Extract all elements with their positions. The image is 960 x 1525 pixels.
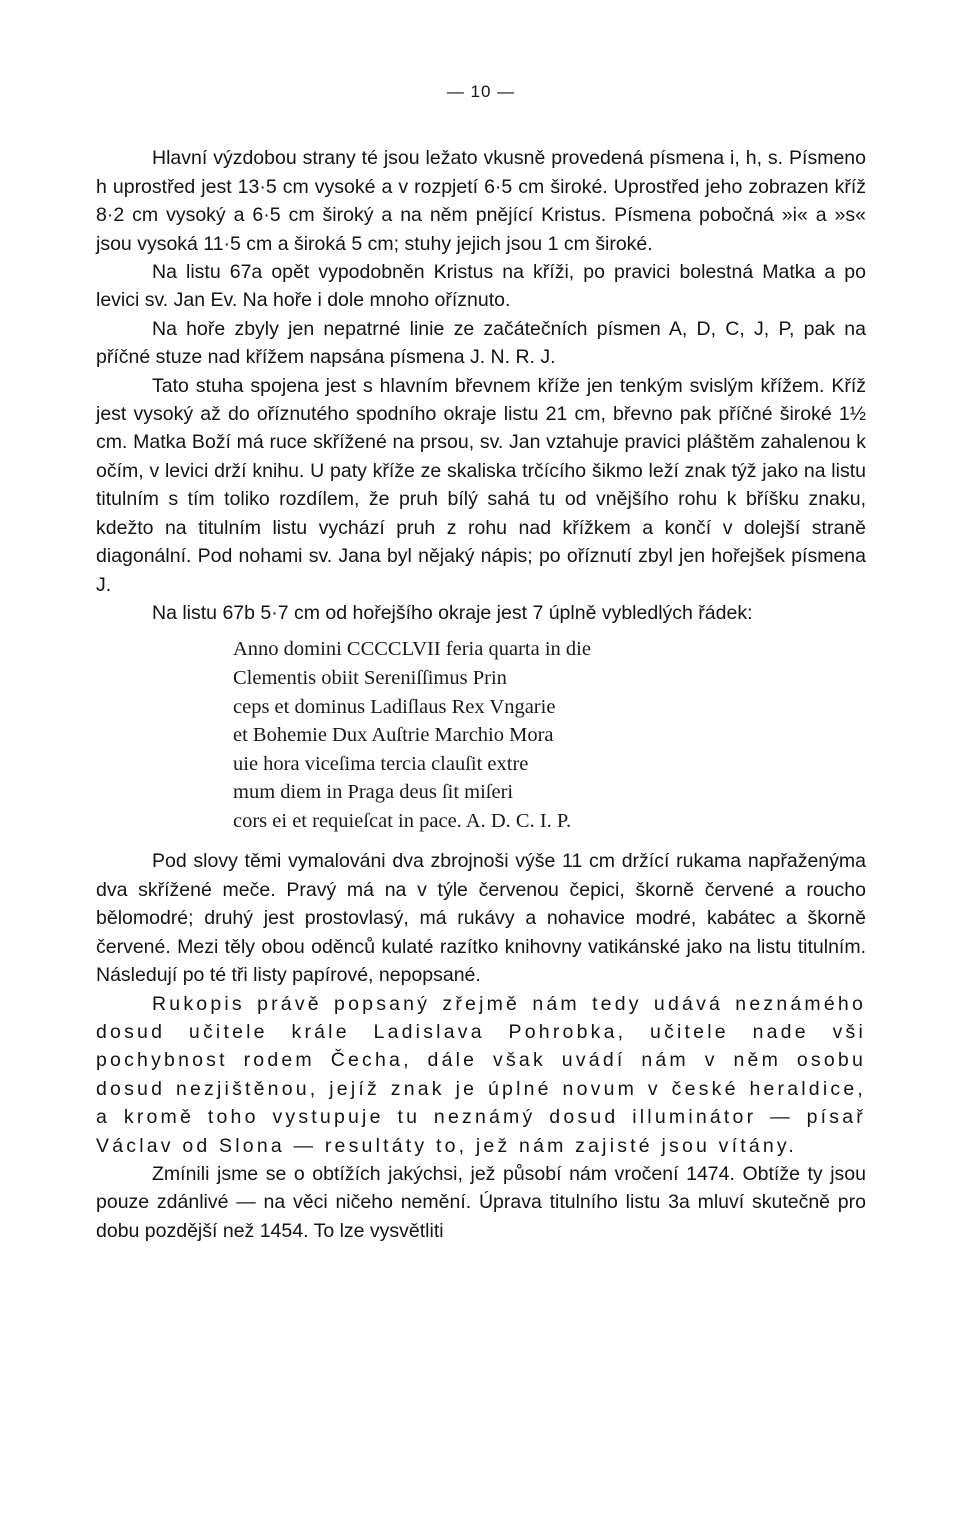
inscription-line: ceps et dominus Ladiſlaus Rex Vngarie (233, 695, 556, 718)
paragraph-4: Tato stuha spojena jest s hlavním břevnem kříže jen tenkým svislým křížem. Kříž jest vysoký až do oříznutého spodního okraje listu 21 cm, břevno pak příčné široké 1½ cm. Matka Boží má ruce skřížené na prsou, sv. Jan vztahuje pravici pláštěm zahalenou k očím, v levici drží knihu. U paty kříže ze skaliska trčícího šikmo leží znak týž jako na listu titulním s tím toliko rozdílem, že pruh bílý sahá tu od vnějšího rohu k bříšku znaku, kdežto na titulním listu vychází pruh z rohu nad křížkem a končí v dolejší straně diagonální. Pod nohami sv. Jana byl nějaký nápis; po oříznutí zbyl jen hořejšek písmena J. (96, 374, 866, 596)
paragraph-8: Zmínili jsme se o obtížích jakýchsi, jež působí nám vročení 1474. Obtíže ty jsou pouze zdánlivé — na věci ničeho nemění. Úprava titulního listu 3a mluví skutečně pro dobu pozdější než 1454. To lze vysvětliti (96, 1162, 866, 1242)
page-number: — 10 — (446, 82, 516, 101)
paragraph-1: Hlavní výzdobou strany té jsou ležato vkusně provedená písmena i, h, s. Písmeno h uprostřed jest 13·5 cm vysoké a v rozpjetí 6·5 cm široké. Uprostřed jeho zobrazen kříž 8·2 cm vysoký a 6·5 cm široký a na něm pnějící Kristus. Písmena pobočná »i« a »s« jsou vysoká 11·5 cm a široká 5 cm; stuhy jejich jsou 1 cm široké. (96, 147, 866, 255)
paragraph-6: Pod slovy těmi vymalováni dva zbrojnoši výše 11 cm držící rukama napřaženýma dva skřížené meče. Pravý má na v týle červenou čepici, škorně červené a roucho bělomodré; druhý jest prostovlasý, má rukávy a nohavice modré, kabátec a škorně červené. Mezi těly obou oděnců kulaté razítko knihovny vatikánské jako na listu titulním. Následují po té tři listy papírové, nepopsané. (96, 850, 866, 987)
paragraph-2: Na listu 67a opět vypodobněn Kristus na kříži, po pravici bolestná Matka a po levici sv. Jan Ev. Na hoře i dole mnoho oříznuto. (96, 261, 866, 312)
inscription-line: Clementis obiit Sereniſſimus Prin (233, 666, 507, 689)
inscription-line: mum diem in Praga deus ſit miſeri (233, 781, 514, 804)
inscription-line: Anno domini CCCCLVII feria quarta in die (233, 638, 591, 661)
paragraph-5: Na listu 67b 5·7 cm od hořejšího okraje jest 7 úplně vybledlých řádek: (152, 601, 753, 624)
paragraph-7: Rukopis právě popsaný zřejmě nám tedy udává neznámého dosud učitele krále Ladislava Pohrobka, učitele nade vši pochybnost rodem Čecha, dále však uvádí nám v něm osobu dosud nezjištěnou, jejíž znak je úplné novum v české heraldice, a kromě toho vystupuje tu neznámý dosud illuminátor — písař Václav od Slona — resultáty to, jež nám zajisté jsou vítány. (96, 992, 866, 1157)
document-page (96, 78, 866, 1245)
inscription-line: uie hora viceſima tercia clauſit extre (233, 752, 529, 775)
latin-inscription (233, 635, 866, 835)
inscription-line: et Bohemie Dux Auſtrie Marchio Mora (233, 724, 554, 747)
inscription-line: cors ei et requieſcat in pace. A. D. C. I. P. (233, 809, 572, 832)
paragraph-3: Na hoře zbyly jen nepatrné linie ze začátečních písmen A, D, C, J, P, pak na příčné stuze nad křížem napsána písmena J. N. R. J. (96, 317, 866, 369)
